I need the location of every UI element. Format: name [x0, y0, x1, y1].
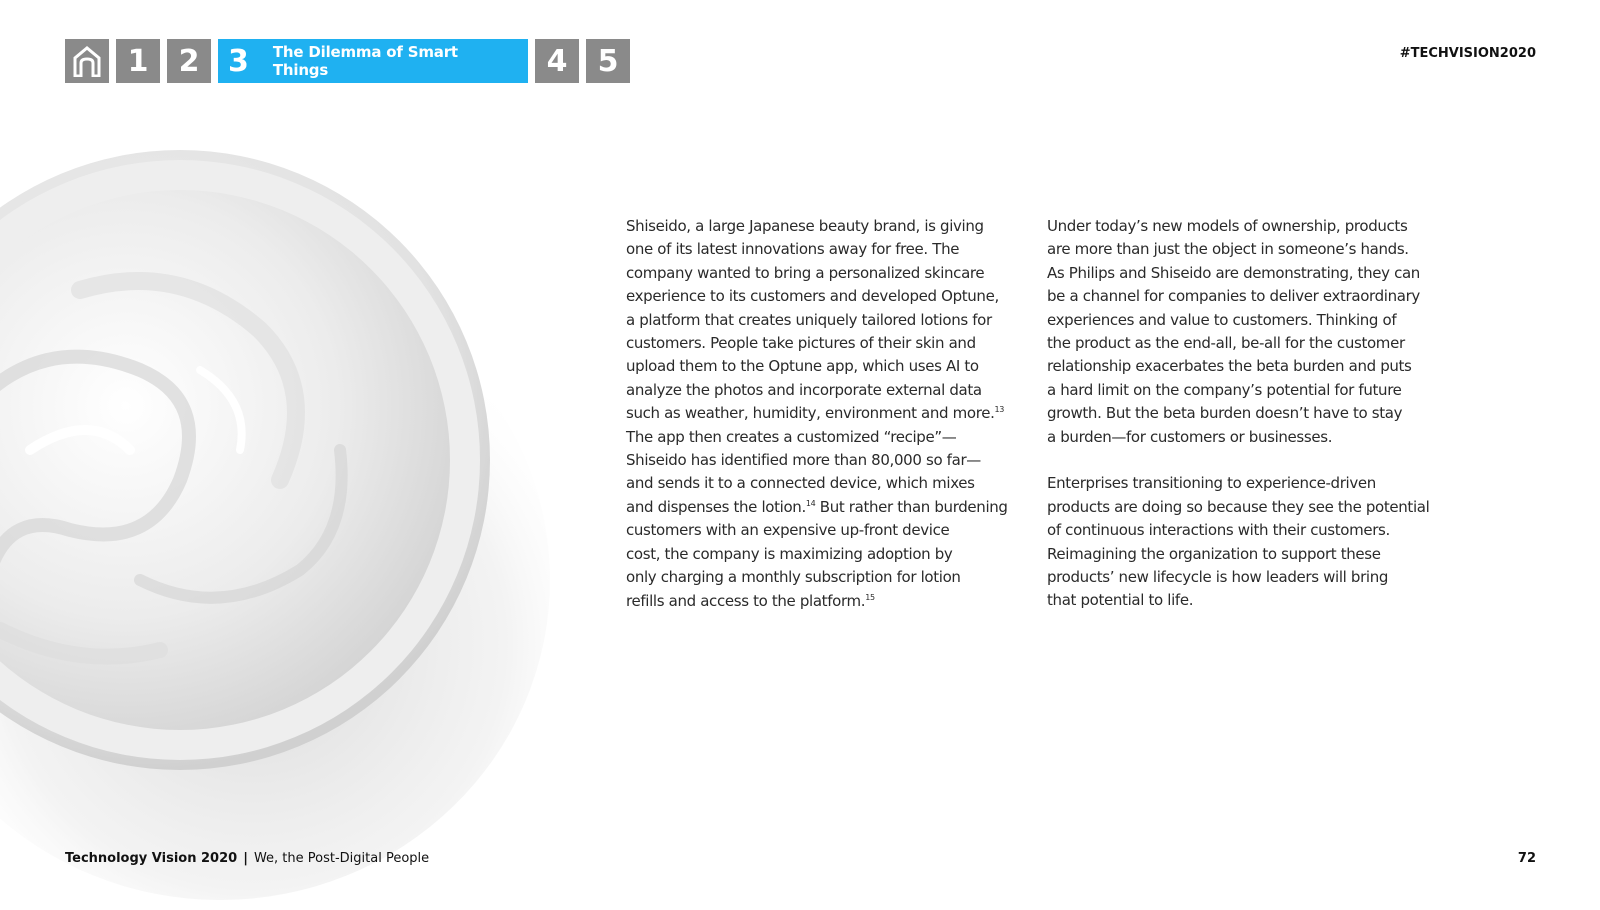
active-chapter-number: 3	[228, 43, 249, 79]
footnote-ref-13[interactable]: 13	[994, 405, 1004, 415]
body-column-1	[626, 215, 1026, 636]
footer-separator: |	[243, 851, 248, 866]
active-chapter-title: The Dilemma of Smart Things	[272, 43, 458, 79]
nav-chapter-5-button[interactable]: 5	[586, 39, 630, 83]
footer	[65, 851, 429, 866]
nav-chapter-3-active-tab[interactable]	[218, 39, 528, 83]
footer-subtitle: We, the Post-Digital People	[253, 851, 430, 866]
text-segment: The app then creates a customized “recipe”— Shiseido has identified more than 80,000 so far— and sends it to a connected device, which mixes and dispenses the lotion.	[626, 427, 981, 516]
chapter-nav	[65, 39, 630, 83]
footnote-ref-14[interactable]: 14	[805, 498, 816, 508]
nav-home-button[interactable]	[65, 39, 109, 83]
enterprises-paragraph: Enterprises transitioning to experience-driven products are doing so because they see the potential of continuous interactions with their customers. Reimagining the organization to support these products’ new lifecycle is how leaders will bring that potential to life.	[1047, 474, 1430, 610]
nav-chapter-4-button[interactable]: 4	[535, 39, 579, 83]
nav-chapter-2-button[interactable]: 2	[167, 39, 211, 83]
nav-chapter-1-button[interactable]: 1	[116, 39, 160, 83]
ownership-paragraph: Under today’s new models of ownership, products are more than just the object in someone’s hands. As Philips and Shiseido are demonstrating, they can be a channel for companies to deliver extraordinary experiences and value to customers. Thinking of the product as the end-all, be-all for the customer relationship exacerbates the beta burden and puts a hard limit on the company’s potential for future growth. But the beta burden doesn’t have to stay a burden—for customers or businesses.	[1047, 217, 1420, 446]
page-number: 72	[1517, 851, 1536, 866]
hashtag: #TECHVISION2020	[1399, 46, 1536, 61]
text-segment: But rather than burdening customers with an expensive up-front device cost, the company is maximizing adoption by only charging a monthly subscription for lotion refills and access to the platform.	[626, 497, 1008, 610]
home-icon	[72, 45, 102, 77]
text-segment: Shiseido, a large Japanese beauty brand, is giving one of its latest innovations away for free. The company wanted to bring a personalized skincare experience to its customers and developed Optune, a platform that creates uniquely tailored lotions for customers. People take pictures of their skin and upload them to the Optune app, which uses AI to analyze the photos and incorporate external data such as weather, humidity, environment and more.	[626, 217, 999, 423]
body-column-2	[1047, 215, 1447, 636]
cream-jar-image	[0, 150, 580, 910]
footer-brand: Technology Vision 2020	[65, 851, 238, 866]
footnote-ref-15[interactable]: 15	[865, 592, 875, 602]
shiseido-paragraph	[626, 215, 1026, 613]
